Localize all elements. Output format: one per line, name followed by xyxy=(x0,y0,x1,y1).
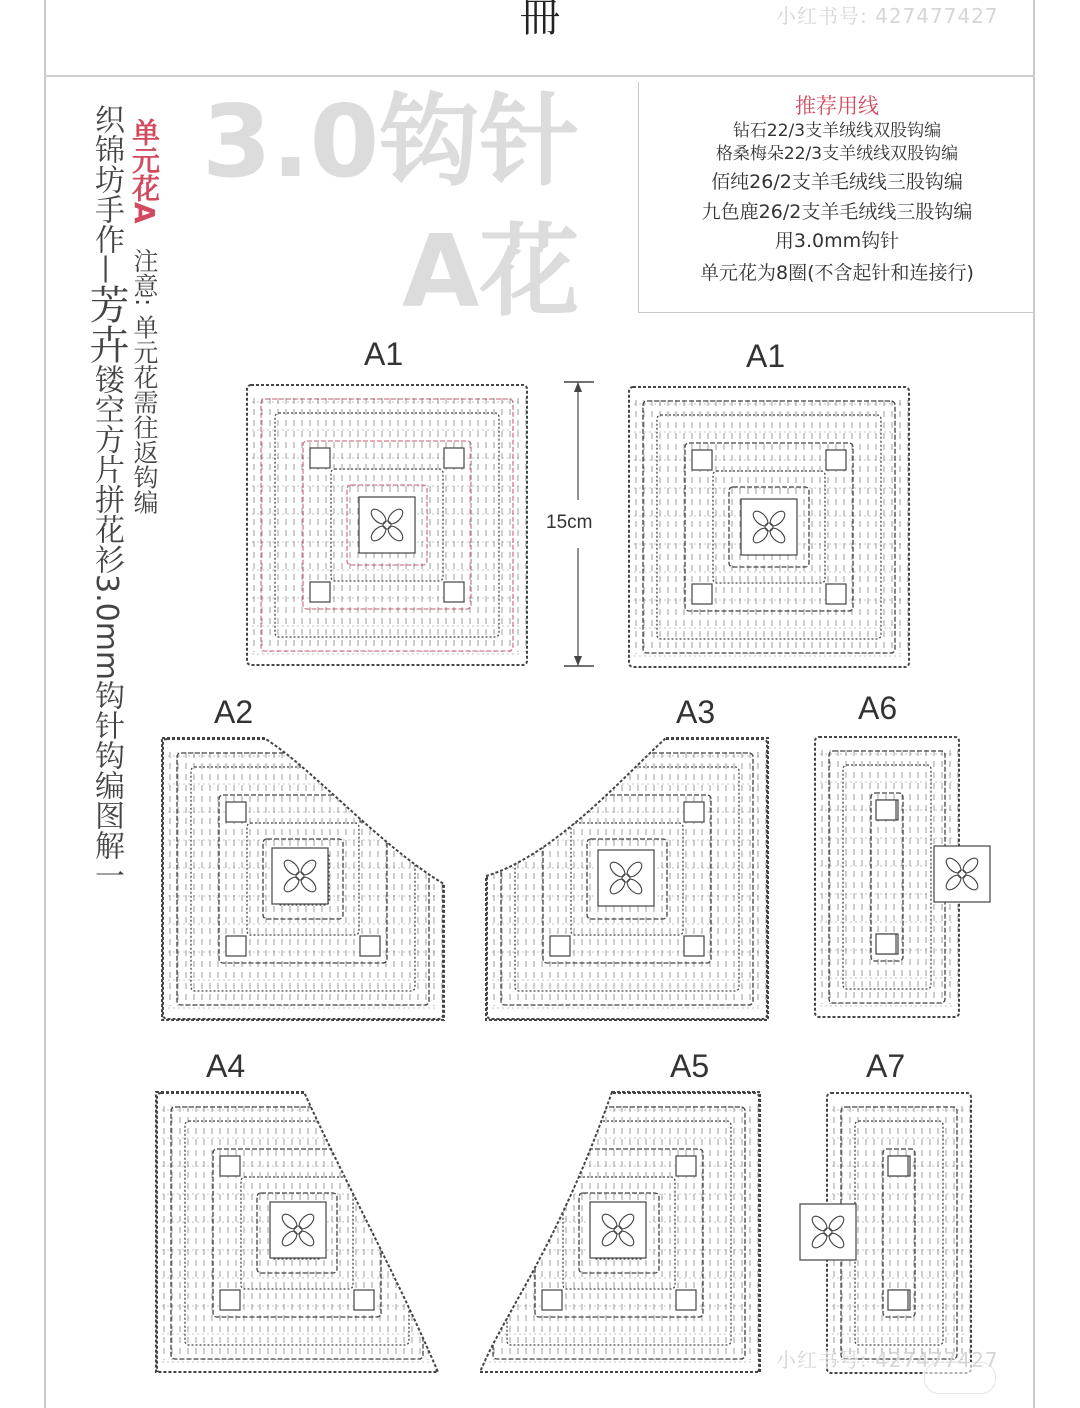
side-note: 注意: 单元花需往返钩编 xyxy=(130,248,159,515)
watermark-bottom: 小红书号: 427477427 xyxy=(776,1348,999,1372)
panel-a6 xyxy=(812,734,962,1020)
panel-label-a2: A2 xyxy=(214,694,254,730)
panel-a4 xyxy=(154,1090,440,1376)
recommend-line: 佰纯26/2支羊毛绒线三股钩编 xyxy=(711,170,963,193)
panel-label-a7: A7 xyxy=(866,1048,906,1084)
recommend-line: 用3.0mm钩针 xyxy=(774,230,900,253)
panel-a7 xyxy=(824,1090,974,1376)
panel-label-a5: A5 xyxy=(670,1048,710,1084)
recommend-line: 格桑梅朵22/3支羊绒线双股钩编 xyxy=(715,143,959,164)
header-glyph: 冊 xyxy=(520,0,560,41)
panel-label-a1-left: A1 xyxy=(364,336,404,372)
side-title-part3: 镂空方片拼花衫3.0mm钩针钩编图解一 xyxy=(89,364,124,891)
panel-label-a1-right: A1 xyxy=(746,338,786,374)
side-unit-label: 单元花A xyxy=(128,118,161,224)
panel-label-a3: A3 xyxy=(676,694,716,730)
recommend-line: 九色鹿26/2支羊毛绒线三股钩编 xyxy=(701,200,973,223)
big-title-line2: A花 xyxy=(402,213,580,330)
page-edge-left xyxy=(44,0,46,1408)
recommend-box xyxy=(638,82,1035,313)
side-title-part2: 芳卉 xyxy=(83,284,129,364)
panel-label-a4: A4 xyxy=(206,1048,246,1084)
recommend-line: 钻石22/3支羊绒线双股钩编 xyxy=(732,121,942,141)
recommend-line: 单元花为8圈(不含起针和连接行) xyxy=(700,261,974,284)
panel-a1-right xyxy=(626,384,912,670)
panel-a1-left xyxy=(244,382,530,668)
side-title xyxy=(78,104,135,890)
page-top-border xyxy=(44,75,1035,77)
panel-a5 xyxy=(476,1090,762,1376)
side-title-part1: 织锦坊手作— xyxy=(89,104,124,284)
watermark-top: 小红书号: 427477427 xyxy=(776,4,999,28)
panel-label-a6: A6 xyxy=(858,690,898,726)
panel-a3 xyxy=(484,736,770,1022)
panel-a2 xyxy=(160,736,446,1022)
dimension-label: 15cm xyxy=(546,512,593,533)
recommend-title: 推荐用线 xyxy=(795,94,879,118)
big-title-line1: 3.0钩针 xyxy=(202,83,580,200)
